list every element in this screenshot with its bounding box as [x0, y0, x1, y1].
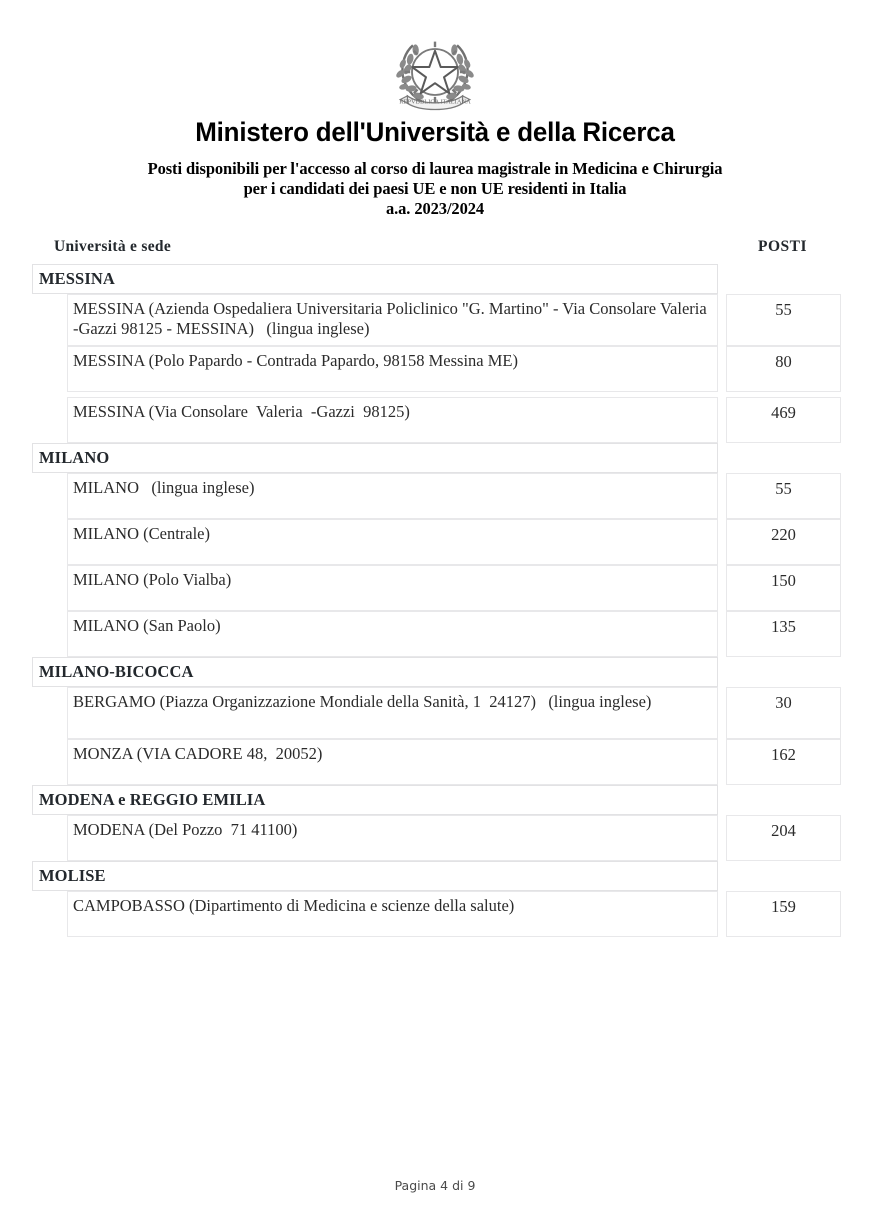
- cell-posti-value: 159: [726, 891, 841, 937]
- cell-posti-value: 150: [726, 565, 841, 611]
- group-rows: [32, 294, 844, 443]
- cell-posti-value: 55: [726, 294, 841, 346]
- table-row: [67, 346, 844, 392]
- cell-posti-value: 80: [726, 346, 841, 392]
- table-row: [67, 565, 844, 611]
- group-header-university: MILANO: [32, 443, 718, 473]
- cell-site-name: MILANO (San Paolo): [67, 611, 718, 657]
- table-row: [67, 891, 844, 937]
- cell-site-name: BERGAMO (Piazza Organizzazione Mondiale della Sanità, 1 24127) (lingua inglese): [67, 687, 718, 739]
- table-group: [32, 443, 844, 657]
- cell-site-name: MONZA (VIA CADORE 48, 20052): [67, 739, 718, 785]
- table-row: [67, 815, 844, 861]
- cell-posti-value: 135: [726, 611, 841, 657]
- cell-posti-value: 469: [726, 397, 841, 443]
- cell-site-name: MESSINA (Via Consolare Valeria -Gazzi 98125): [67, 397, 718, 443]
- group-header-university: MESSINA: [32, 264, 718, 294]
- subtitle-line-1: Posti disponibili per l'accesso al corso di laurea magistrale in Medicina e Chirurgia: [147, 159, 723, 178]
- cell-site-name: MILANO (Centrale): [67, 519, 718, 565]
- table-row: [67, 397, 844, 443]
- column-header-university: Università e sede: [54, 238, 172, 255]
- group-rows: [32, 815, 844, 861]
- group-header-university: MODENA e REGGIO EMILIA: [32, 785, 718, 815]
- table-group: [32, 785, 844, 861]
- emblem-container: [0, 26, 870, 118]
- page-subtitle: [0, 159, 870, 219]
- cell-site-name: MESSINA (Azienda Ospedaliera Universitaria Policlinico "G. Martino" - Via Consolare Valeria -Gazzi 98125 - MESSINA) (lingua inglese): [67, 294, 718, 346]
- page-title: Ministero dell'Università e della Ricerca: [195, 117, 675, 147]
- table-body: [32, 264, 844, 937]
- cell-site-name: MILANO (Polo Vialba): [67, 565, 718, 611]
- table-row: [67, 294, 844, 346]
- table-group: [32, 264, 844, 443]
- group-rows: [32, 473, 844, 657]
- table-group: [32, 657, 844, 785]
- group-header-university: MOLISE: [32, 861, 718, 891]
- cell-site-name: MILANO (lingua inglese): [67, 473, 718, 519]
- cell-posti-value: 220: [726, 519, 841, 565]
- table-row: [67, 611, 844, 657]
- table-row: [67, 473, 844, 519]
- table-group: [32, 861, 844, 937]
- cell-site-name: MODENA (Del Pozzo 71 41100): [67, 815, 718, 861]
- emblem-ribbon-text: REPVBBLICA ITALIANA: [399, 98, 471, 106]
- column-header-posti: POSTI: [757, 238, 807, 255]
- table-row: [67, 687, 844, 739]
- group-rows: [32, 687, 844, 785]
- table-header-row: [32, 236, 844, 264]
- cell-site-name: CAMPOBASSO (Dipartimento di Medicina e scienze della salute): [67, 891, 718, 937]
- emblem-of-italy-icon: [389, 26, 481, 118]
- cell-site-name: MESSINA (Polo Papardo - Contrada Papardo, 98158 Messina ME): [67, 346, 718, 392]
- page-footer: Pagina 4 di 9: [394, 1178, 476, 1193]
- subtitle-line-2: per i candidati dei paesi UE e non UE residenti in Italia: [243, 179, 627, 198]
- subtitle-line-3: a.a. 2023/2024: [385, 199, 485, 218]
- cell-posti-value: 30: [726, 687, 841, 739]
- group-header-university: MILANO-BICOCCA: [32, 657, 718, 687]
- group-rows: [32, 891, 844, 937]
- places-table: [32, 236, 844, 937]
- cell-posti-value: 162: [726, 739, 841, 785]
- table-row: [67, 739, 844, 785]
- cell-posti-value: 55: [726, 473, 841, 519]
- cell-posti-value: 204: [726, 815, 841, 861]
- table-row: [67, 519, 844, 565]
